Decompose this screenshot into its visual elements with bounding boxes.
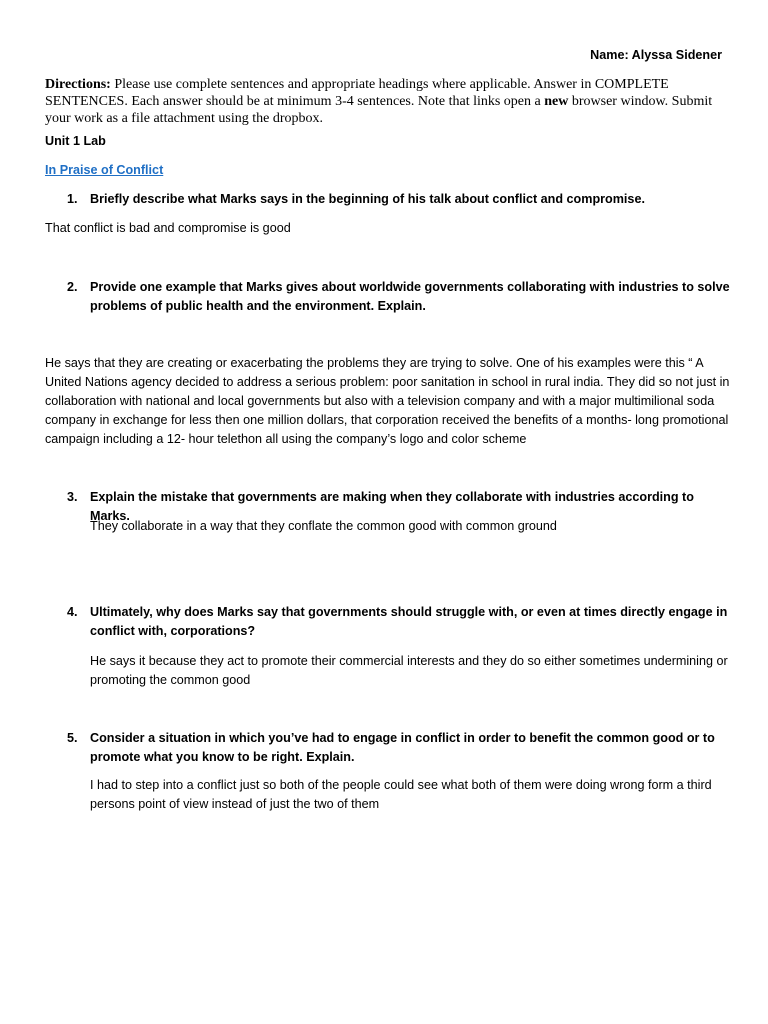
answer-4-text: He says it because they act to promote their commercial interests and they do so either sometimes undermining or promoting the common good	[90, 654, 728, 687]
question-5-number: 5.	[67, 731, 78, 745]
question-4-number: 4.	[67, 605, 78, 619]
directions-text-part-1: Please use complete sentences and appropriate headings where applicable. Answer in COMPLETE SENTENCES. Each answer should be at minimum 3-4 sentences. Note that links open a	[45, 77, 669, 109]
question-1-text: Briefly describe what Marks says in the beginning of his talk about conflict and compromise.	[90, 192, 645, 206]
answer-1-text: That conflict is bad and compromise is good	[45, 221, 291, 235]
question-2-number: 2.	[67, 280, 78, 294]
directions-label: Directions:	[45, 77, 111, 92]
answer-3-text: They collaborate in a way that they conflate the common good with common ground	[90, 519, 557, 533]
question-5-text: Consider a situation in which you’ve had to engage in conflict in order to benefit the common good or to promote what you know to be right. Explain.	[90, 731, 715, 764]
question-1-number: 1.	[67, 192, 78, 206]
answer-5-text: I had to step into a conflict just so both of the people could see what both of them were doing wrong form a third persons point of view instead of just the two of them	[90, 778, 712, 811]
directions-bold-word: new	[544, 94, 569, 109]
question-2-text: Provide one example that Marks gives about worldwide governments collaborating with industries to solve problems of public health and the environment. Explain.	[90, 280, 730, 313]
unit-title: Unit 1 Lab	[45, 134, 106, 148]
directions-text-part-2: browser window. Submit your work as a file attachment using the dropbox.	[45, 94, 713, 126]
question-3-number: 3.	[67, 490, 78, 504]
in-praise-of-conflict-link[interactable]: In Praise of Conflict	[45, 163, 164, 177]
student-name: Name: Alyssa Sidener	[590, 48, 722, 62]
answer-2-text: He says that they are creating or exacerbating the problems they are trying to solve. One of his examples were this “ A United Nations agency decided to address a serious problem: poor sanitation in school in rural india. They did so not just in collaboration with national and local governments but also with a television company and with a major multimilional soda company in exchange for less then one million dollars, that corporation received the benefits of a months- long promotional campaign including a 12- hour telethon all using the company’s logo and color scheme	[45, 356, 730, 446]
question-3-text: Explain the mistake that governments are making when they collaborate with industries according to Marks.	[90, 490, 694, 523]
directions-paragraph	[45, 76, 735, 127]
question-4-text: Ultimately, why does Marks say that governments should struggle with, or even at times directly engage in conflict with, corporations?	[90, 605, 728, 638]
